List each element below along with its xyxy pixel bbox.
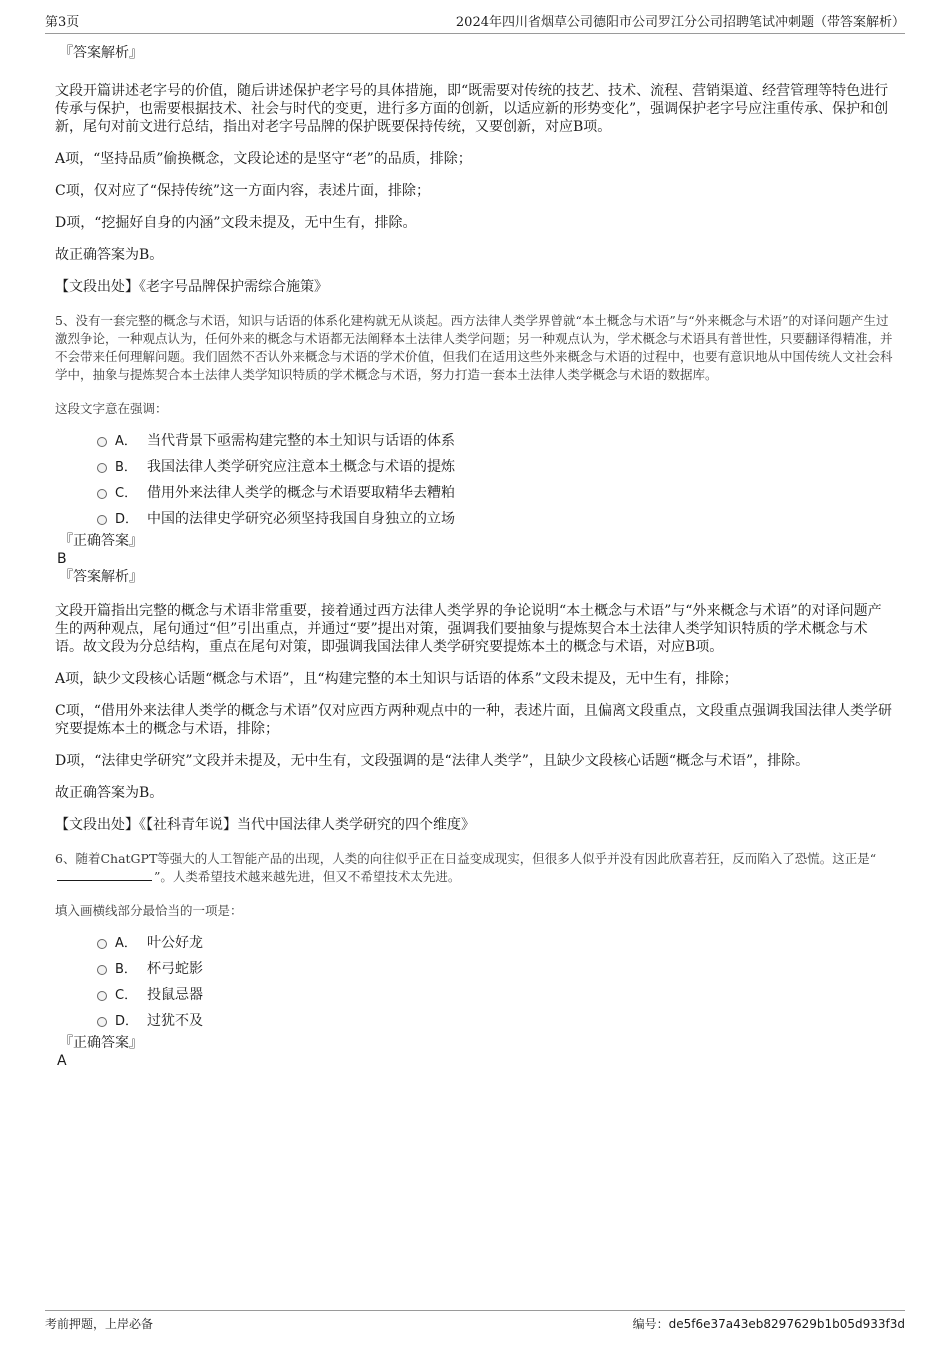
code-label: 编号： [632,1317,669,1331]
option-letter: A． [115,936,137,951]
option-text: 中国的法律史学研究必须坚持我国自身独立的立场 [147,511,455,527]
correct-answer-label: 『正确答案』 [59,533,143,549]
option-letter: D． [115,512,139,527]
radio-icon[interactable] [97,515,107,525]
option-text: 我国法律人类学研究应注意本土概念与术语的提炼 [147,459,455,475]
option-text: 投鼠忌器 [147,987,203,1003]
option-text: 当代背景下亟需构建完整的本土知识与话语的体系 [147,433,455,449]
correct-answer: A [57,1053,67,1069]
option-letter: C． [115,486,138,501]
option-letter: C． [115,988,138,1003]
question-6-option-b[interactable] [55,956,895,982]
analysis-paragraph: 文段开篇讲述老字号的价值，随后讲述保护老字号的具体措施，即“既需要对传统的技艺、技术、流程、营销渠道、经营管理等特色进行传承与保护，也需要根据技术、社会与时代的变更，进行多方面的创新，以适应新的形势变化”，强调保护老字号应注重传承、保护和创新，尾句对前文进行总结，指出对老字号品牌的保护既要保持传统，又要创新，对应B项。 [55,83,889,135]
radio-icon[interactable] [97,965,107,975]
document-code [633,1313,905,1335]
page-footer [45,1310,905,1335]
page-content [55,44,895,1070]
radio-icon[interactable] [97,437,107,447]
question-5-option-c[interactable] [55,480,895,506]
question-5-option-b[interactable] [55,454,895,480]
option-letter: B． [115,460,137,475]
correct-answer-label: 『正确答案』 [59,1035,143,1051]
question-6-option-a[interactable] [55,930,895,956]
source: 【文段出处】《老字号品牌保护需综合施策》 [55,279,328,295]
radio-icon[interactable] [97,939,107,949]
conclusion: 故正确答案为B。 [55,247,164,263]
option-letter: D． [115,1014,139,1029]
question-6-prompt: 填入画横线部分最恰当的一项是： [55,903,243,918]
analysis-option-a: A项，缺少文段核心话题“概念与术语”，且“构建完整的本土知识与话语的体系”文段未提及，无中生有，排除； [55,671,738,687]
analysis-option-a: A项，“坚持品质”偷换概念，文段论述的是坚守“老”的品质，排除； [55,151,472,167]
analysis-label: 『答案解析』 [59,45,143,61]
question-5-stem: 5、没有一套完整的概念与术语，知识与话语的体系化建构就无从谈起。西方法律人类学界曾就“本土概念与术语”与“外来概念与术语”的对译问题产生过激烈争论，一种观点认为，任何外来的概念与术语都无法阐释本土法律人类学问题；另一种观点认为，学术概念与术语具有普世性，只要翻译得精准，并不会带来任何理解问题。我们固然不否认外来概念与术语的学术价值，但我们在适用这些外来概念与术语的过程中，也要有意识地从中国传统人文社会科学中，抽象与提炼契合本土法律人类学知识特质的学术概念与术语，努力打造一套本土法律人类学概念与术语的数据库。 [55,313,893,382]
question-5-option-a[interactable] [55,428,895,454]
option-letter: A． [115,434,137,449]
analysis-option-c: C项，仅对应了“保持传统”这一方面内容，表述片面，排除； [55,183,431,199]
analysis-option-d: D项，“挖掘好自身的内涵”文段未提及，无中生有，排除。 [55,215,417,231]
option-letter: B． [115,962,137,977]
page-number: 第3页 [45,15,80,30]
footer-slogan: 考前押题，上岸必备 [45,1317,154,1331]
analysis-option-c: C项，“借用外来法律人类学的概念与术语”仅对应西方两种观点中的一种，表述片面，且偏离文段重点，文段重点强调我国法律人类学研究要提炼本土的概念与术语，排除； [55,703,893,737]
radio-icon[interactable] [97,463,107,473]
option-text: 借用外来法律人类学的概念与术语要取精华去糟粕 [147,485,455,501]
document-title: 2024年四川省烟草公司德阳市公司罗江分公司招聘笔试冲刺题（带答案解析） [455,15,905,30]
radio-icon[interactable] [97,489,107,499]
option-text: 叶公好龙 [147,935,203,951]
page-header [45,13,905,34]
question-6-stem [55,850,895,886]
question-6-option-d[interactable] [55,1008,895,1034]
question-6-option-c[interactable] [55,982,895,1008]
radio-icon[interactable] [97,1017,107,1027]
question-5-option-d[interactable] [55,506,895,532]
correct-answer: B [57,551,67,567]
option-text: 过犹不及 [147,1013,203,1029]
code-value: de5f6e37a43eb8297629b1b05d933f3d [668,1317,905,1331]
stem-after: ”。人类希望技术越来越先进，但又不希望技术太先进。 [154,869,461,884]
option-text: 杯弓蛇影 [147,961,203,977]
analysis-paragraph: 文段开篇指出完整的概念与术语非常重要，接着通过西方法律人类学界的争论说明“本土概念与术语”与“外来概念与术语”的对译问题产生的两种观点，尾句通过“但”引出重点，并通过“要”提出对策，强调我们要抽象与提炼契合本土法律人类学知识特质的学术概念与术语。故文段为分总结构，重点在尾句对策，即强调我国法律人类学研究要提炼本土的概念与术语，对应B项。 [55,603,882,655]
conclusion: 故正确答案为B。 [55,785,164,801]
fill-blank [57,868,152,881]
question-5-prompt: 这段文字意在强调： [55,401,168,416]
analysis-option-d: D项，“法律史学研究”文段并未提及，无中生有，文段强调的是“法律人类学”，且缺少文段核心话题“概念与术语”，排除。 [55,753,810,769]
radio-icon[interactable] [97,991,107,1001]
analysis-label: 『答案解析』 [59,569,143,585]
source: 【文段出处】《【社科青年说】当代中国法律人类学研究的四个维度》 [55,817,475,833]
stem-before: 6、随着ChatGPT等强大的人工智能产品的出现，人类的向往似乎正在日益变成现实，但很多人似乎并没有因此欣喜若狂，反而陷入了恐慌。这正是“ [55,851,877,866]
